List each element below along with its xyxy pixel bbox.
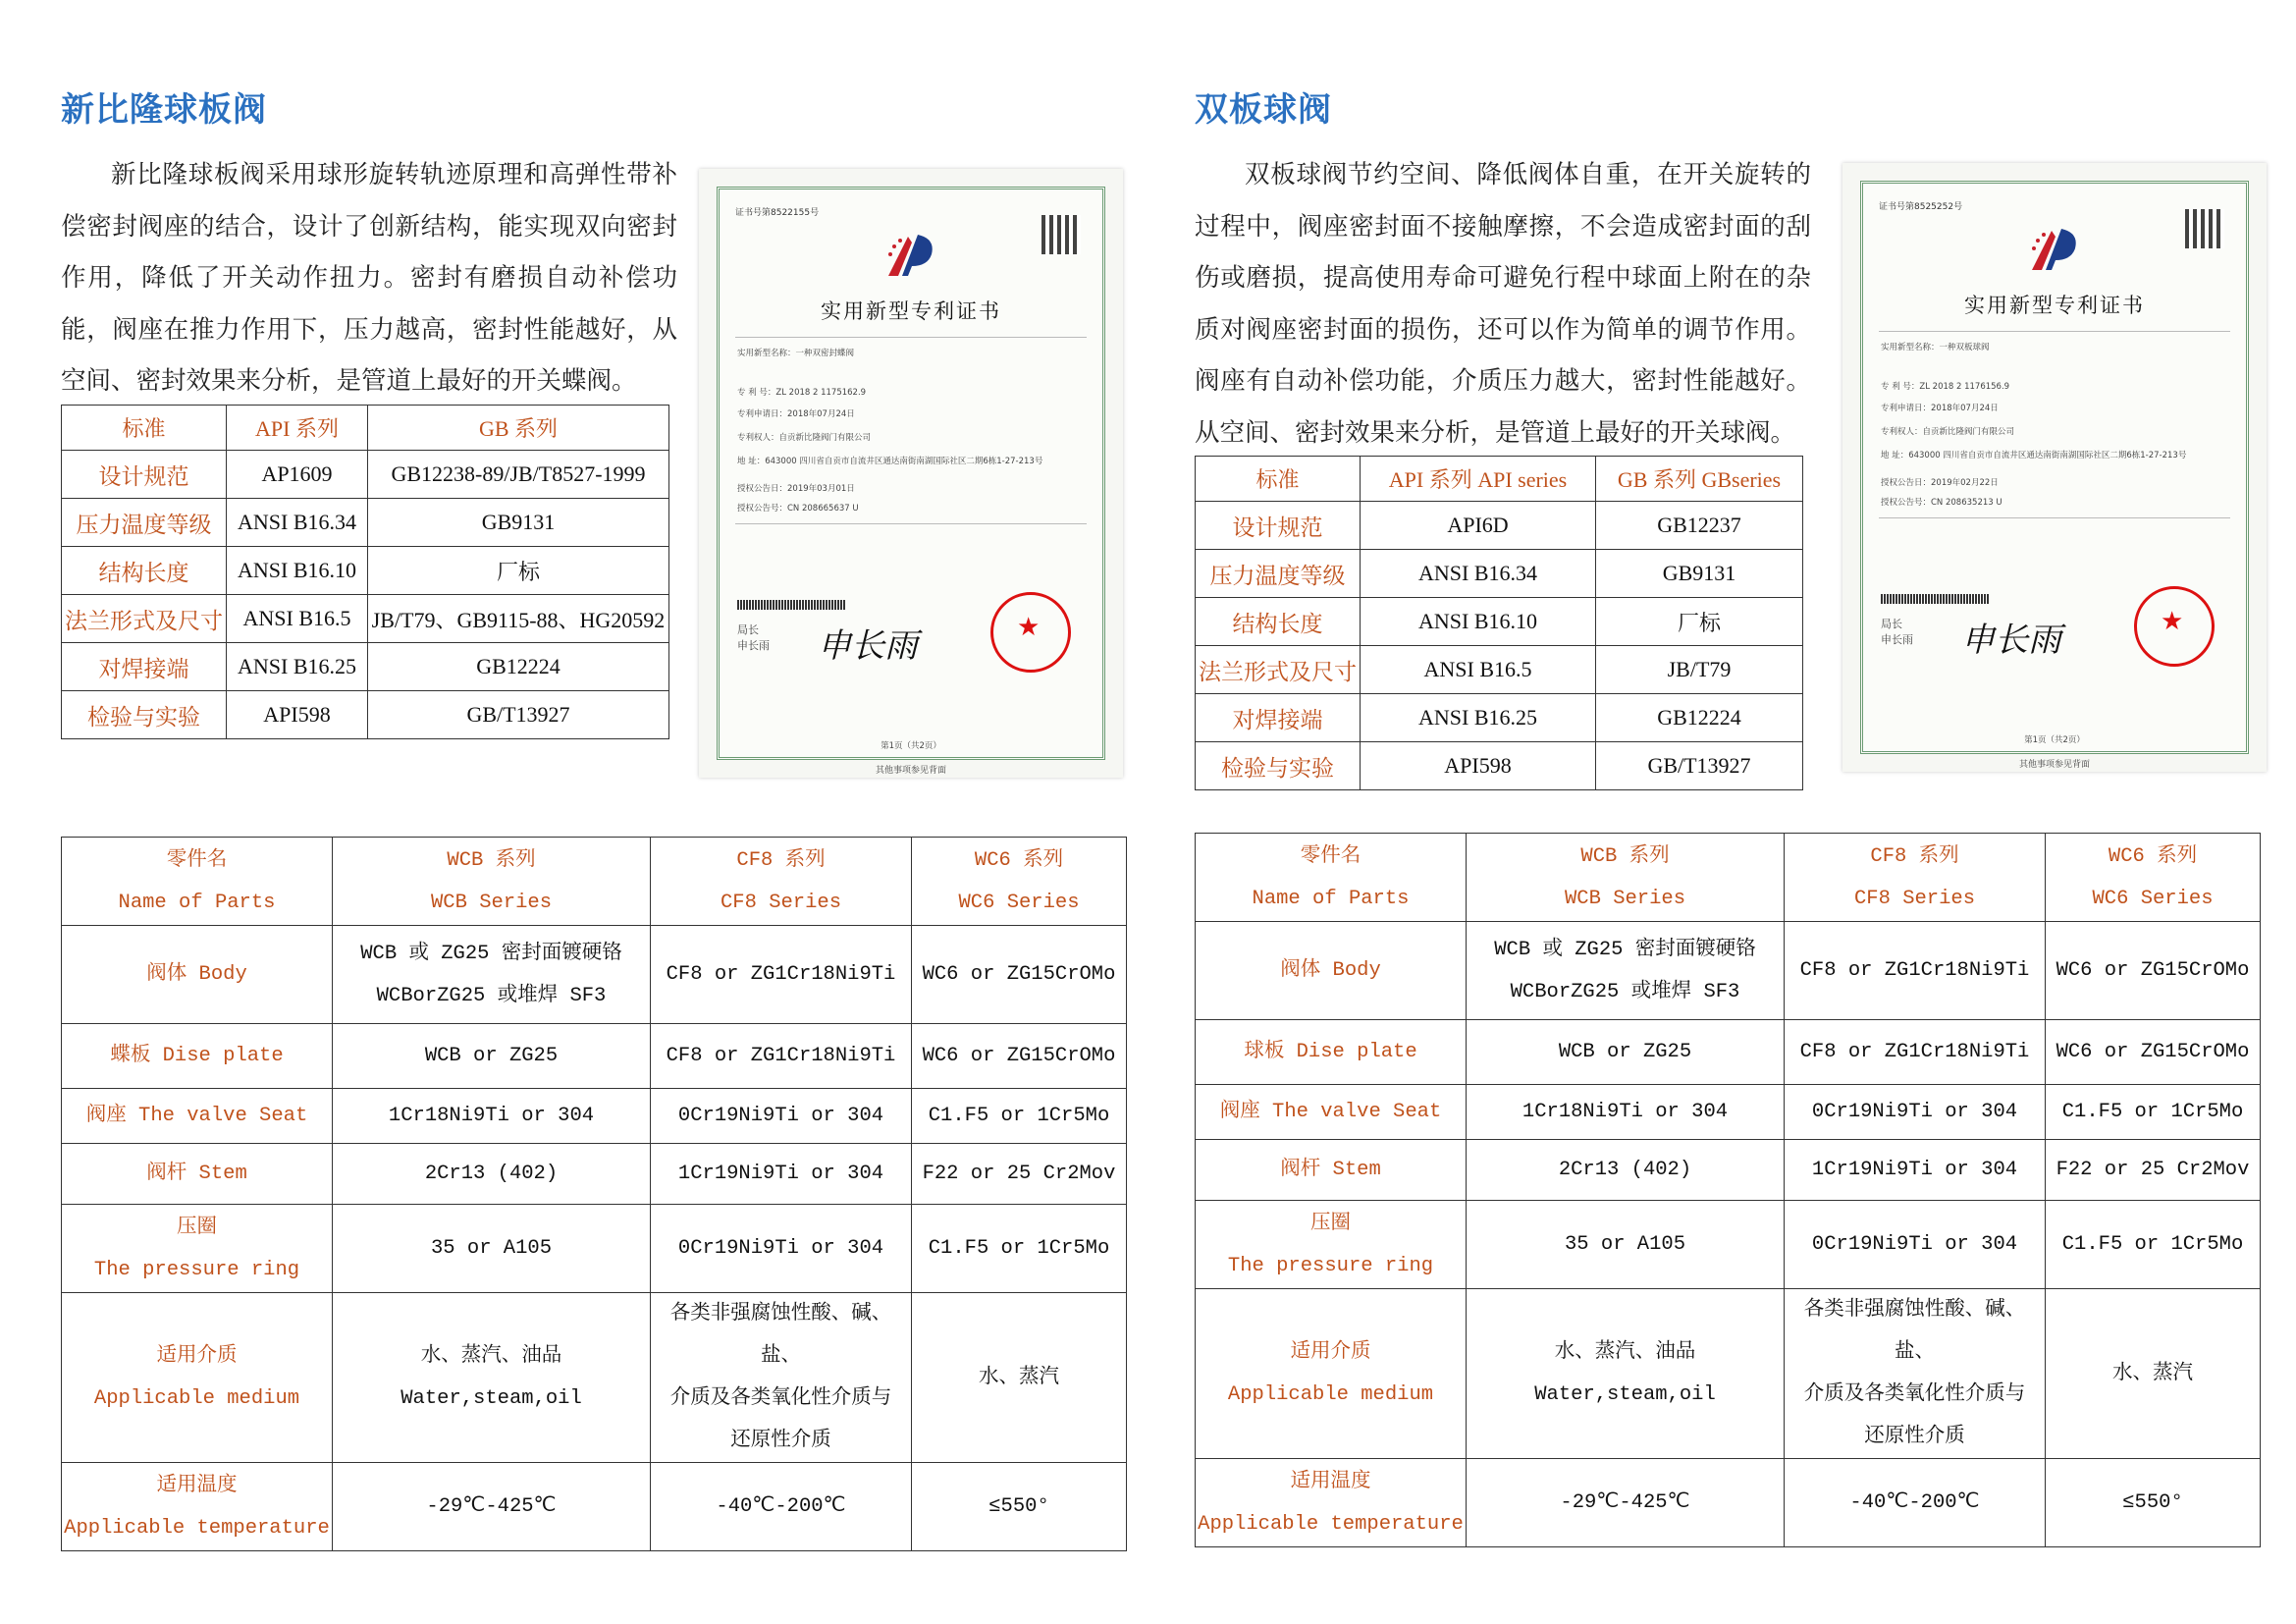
cell-line: 1Cr18Ni9Ti or 304	[1522, 1101, 1729, 1123]
material-cell	[333, 1293, 651, 1463]
patent-holder: 专利权人：自贡新比隆阀门有限公司	[1881, 427, 2015, 437]
cell-line: 阀座 The valve Seat	[1219, 1101, 1442, 1123]
patent-certificate	[1842, 163, 2267, 772]
spec-category-cell: 设计规范	[62, 451, 227, 499]
header-line: WCB Series	[430, 891, 553, 914]
cell-line: -29℃-425℃	[426, 1495, 557, 1518]
cell-line: 介质及各类氧化性介质与	[669, 1387, 892, 1410]
material-cell	[1785, 1140, 2046, 1201]
cell-line: 适用介质	[156, 1345, 238, 1368]
material-cell	[2046, 1201, 2261, 1289]
cell-line: C1.F5 or 1Cr5Mo	[928, 1237, 1110, 1260]
header-line: 零件名	[166, 848, 228, 872]
material-cell	[1467, 1140, 1785, 1201]
material-row	[62, 1293, 1127, 1463]
material-cell	[1785, 922, 2046, 1020]
spec-category-cell: 对焊接端	[62, 643, 227, 691]
cell-line: 适用温度	[156, 1474, 238, 1497]
intro-text: 新比隆球板阀采用球形旋转轨迹原理和高弹性带补偿密封阀座的结合，设计了创新结构，能实现双向密封作用，降低了开关动作扭力。密封有磨损自动补偿功能，阀座在推力作用下，压力越高，密封性能越好，从空间、密封效果来分析，是管道上最好的开关蝶阀。	[61, 160, 677, 396]
spec-row	[1196, 598, 1803, 646]
certificate-frame	[1860, 181, 2249, 754]
page-footer: 第1页（共2页）	[2024, 735, 2085, 745]
cell-line: WCBorZG25 或堆焊 SF3	[1510, 980, 1740, 1003]
cell-line: -29℃-425℃	[1560, 1491, 1690, 1514]
cell-line: 适用温度	[1290, 1470, 1371, 1493]
standards-table	[1195, 456, 1803, 790]
cell-line: 1Cr18Ni9Ti or 304	[388, 1105, 595, 1127]
fine-rule	[1879, 331, 2230, 332]
material-cell	[912, 1205, 1127, 1293]
spec-value-cell: ANSI B16.5	[1361, 646, 1596, 694]
cell-line: Water,steam,oil	[1534, 1383, 1716, 1406]
cell-line: 阀体 Body	[1280, 959, 1381, 982]
barcode-icon	[1881, 594, 1989, 604]
cell-line: WC6 or ZG15CrOMo	[2056, 959, 2250, 982]
cell-line: 0Cr19Ni9Ti or 304	[677, 1105, 884, 1127]
spec-value-cell: API6D	[1361, 502, 1596, 550]
spec-category-cell: 检验与实验	[62, 691, 227, 739]
header-line: CF8 Series	[720, 891, 842, 914]
design-name: 实用新型名称：一种双板球阀	[1881, 343, 1990, 352]
material-cell	[333, 1463, 651, 1551]
director-name: 申长雨	[737, 639, 770, 652]
material-header-cell	[2046, 834, 2261, 922]
spec-value-cell: 厂标	[1596, 598, 1803, 646]
material-cell	[2046, 922, 2261, 1020]
material-header-row	[62, 838, 1127, 926]
spec-header-cell: 标准	[62, 406, 227, 451]
cell-line: 压圈	[177, 1216, 217, 1239]
header-line: CF8 系列	[736, 848, 826, 872]
material-cell	[1785, 1459, 2046, 1547]
material-row	[1196, 922, 2261, 1020]
cell-line: 还原性介质	[730, 1430, 831, 1452]
material-cell	[2046, 1020, 2261, 1085]
spec-row	[1196, 550, 1803, 598]
director-label: 局长	[1881, 618, 1902, 630]
cell-line: 1Cr19Ni9Ti or 304	[1811, 1159, 2018, 1181]
official-seal-icon	[990, 592, 1071, 673]
qr-code-icon	[1041, 215, 1081, 254]
header-line: WCB 系列	[1580, 844, 1670, 868]
material-cell	[651, 926, 912, 1024]
spec-value-cell: JB/T79	[1596, 646, 1803, 694]
spec-header-cell: API 系列 API series	[1361, 457, 1596, 502]
spec-value-cell: GB/T13927	[1596, 742, 1803, 790]
spec-value-cell: GB12237	[1596, 502, 1803, 550]
spec-category-cell: 法兰形式及尺寸	[62, 595, 227, 643]
spec-row	[62, 547, 669, 595]
header-line: Name of Parts	[118, 891, 276, 914]
material-cell	[2046, 1140, 2261, 1201]
cell-line: ≤550°	[2122, 1491, 2183, 1514]
fine-rule	[1879, 517, 2230, 518]
cell-line: C1.F5 or 1Cr5Mo	[2061, 1233, 2244, 1256]
spec-category-cell: 结构长度	[1196, 598, 1361, 646]
material-row	[1196, 1201, 2261, 1289]
spec-header-row	[1196, 457, 1803, 502]
director-signature: 申长雨	[818, 626, 918, 666]
material-cell	[912, 1293, 1127, 1463]
cell-line: WCBorZG25 或堆焊 SF3	[376, 984, 607, 1007]
material-cell	[1785, 1085, 2046, 1140]
material-cell	[1785, 1201, 2046, 1289]
cell-line: 35 or A105	[430, 1237, 553, 1260]
header-line: WCB Series	[1564, 887, 1686, 910]
cell-line: 水、蒸汽	[979, 1366, 1059, 1389]
material-row	[62, 1089, 1127, 1144]
part-name-cell	[1196, 1289, 1467, 1459]
part-name-cell	[62, 1205, 333, 1293]
material-cell	[651, 1144, 912, 1205]
material-row	[1196, 1140, 2261, 1201]
spec-value-cell: GB9131	[368, 499, 669, 547]
spec-category-cell: 结构长度	[62, 547, 227, 595]
material-cell	[333, 926, 651, 1024]
spec-value-cell: ANSI B16.34	[227, 499, 368, 547]
material-cell	[651, 1024, 912, 1089]
certificate-number: 证书号第8522155号	[735, 208, 820, 218]
cell-line: 压圈	[1310, 1212, 1351, 1235]
part-name-cell	[1196, 1459, 1467, 1547]
spec-row	[62, 643, 669, 691]
part-name-cell	[1196, 1085, 1467, 1140]
material-cell	[1785, 1020, 2046, 1085]
certificate-title: 实用新型专利证书	[821, 299, 1001, 323]
cell-line: CF8 or ZG1Cr18Ni9Ti	[666, 1045, 896, 1067]
spec-value-cell: GB12224	[1596, 694, 1803, 742]
spec-value-cell: JB/T79、GB9115-88、HG20592	[368, 595, 669, 643]
section-title: 双板球阀	[1195, 90, 1332, 130]
header-line: Name of Parts	[1252, 887, 1410, 910]
header-line: WC6 Series	[958, 891, 1080, 914]
spec-value-cell: ANSI B16.25	[1361, 694, 1596, 742]
page-footer: 第1页（共2页）	[881, 741, 941, 751]
material-row	[1196, 1289, 2261, 1459]
material-cell	[1467, 1020, 1785, 1085]
cell-line: -40℃-200℃	[1849, 1491, 1980, 1514]
spec-category-cell: 设计规范	[1196, 502, 1361, 550]
cell-line: 阀座 The valve Seat	[85, 1105, 308, 1127]
header-line: WC6 系列	[974, 848, 1064, 872]
spec-value-cell: ANSI B16.10	[1361, 598, 1596, 646]
director-name: 申长雨	[1881, 633, 1913, 646]
cell-line: 球板 Dise plate	[1244, 1041, 1417, 1063]
spec-row	[62, 499, 669, 547]
material-cell	[333, 1089, 651, 1144]
material-header-cell	[912, 838, 1127, 926]
barcode-icon	[737, 600, 845, 610]
spec-category-cell: 检验与实验	[1196, 742, 1361, 790]
header-line: WC6 Series	[2092, 887, 2214, 910]
spec-category-cell: 压力温度等级	[62, 499, 227, 547]
patent-number: 专 利 号：ZL 2018 2 1175162.9	[737, 388, 867, 398]
cell-line: Water,steam,oil	[400, 1387, 582, 1410]
cell-line: CF8 or ZG1Cr18Ni9Ti	[1799, 959, 2030, 982]
material-cell	[2046, 1289, 2261, 1459]
material-cell	[912, 1024, 1127, 1089]
part-name-cell	[1196, 922, 1467, 1020]
part-name-cell	[62, 1463, 333, 1551]
material-cell	[651, 1205, 912, 1293]
material-cell	[1467, 1289, 1785, 1459]
material-cell	[1467, 1459, 1785, 1547]
standards-table	[61, 405, 669, 739]
cell-line: WCB or ZG25	[424, 1045, 559, 1067]
material-cell	[1467, 922, 1785, 1020]
director-signature: 申长雨	[1961, 621, 2061, 660]
material-cell	[651, 1293, 912, 1463]
material-header-cell	[1785, 834, 2046, 922]
part-name-cell	[1196, 1140, 1467, 1201]
part-name-cell	[1196, 1201, 1467, 1289]
spec-row	[1196, 694, 1803, 742]
material-cell	[2046, 1085, 2261, 1140]
fine-rule	[735, 523, 1087, 524]
spec-value-cell: GB12238-89/JB/T8527-1999	[368, 451, 669, 499]
cell-line: WC6 or ZG15CrOMo	[2056, 1041, 2250, 1063]
qr-code-icon	[2185, 209, 2224, 248]
spec-value-cell: ANSI B16.34	[1361, 550, 1596, 598]
spec-header-cell: API 系列	[227, 406, 368, 451]
spec-row	[62, 691, 669, 739]
cell-line: 介质及各类氧化性介质与	[1803, 1383, 2026, 1406]
certificate-frame	[717, 187, 1105, 760]
official-seal-icon	[2134, 586, 2215, 667]
material-row	[62, 1144, 1127, 1205]
material-cell	[651, 1463, 912, 1551]
material-cell	[333, 1024, 651, 1089]
cell-line: F22 or 25 Cr2Mov	[922, 1163, 1116, 1185]
material-row	[62, 1463, 1127, 1551]
cell-line: 0Cr19Ni9Ti or 304	[1811, 1233, 2018, 1256]
spec-row	[62, 451, 669, 499]
spec-value-cell: ANSI B16.25	[227, 643, 368, 691]
material-row	[1196, 1085, 2261, 1140]
material-cell	[1785, 1289, 2046, 1459]
design-name: 实用新型名称：一种双密封蝶阀	[737, 349, 855, 358]
spec-value-cell: GB9131	[1596, 550, 1803, 598]
grant-date: 授权公告日：2019年03月01日	[737, 484, 855, 494]
cell-line: CF8 or ZG1Cr18Ni9Ti	[666, 963, 896, 986]
cell-line: 还原性介质	[1864, 1426, 1965, 1448]
section-title: 新比隆球板阀	[61, 90, 267, 130]
cell-line: CF8 or ZG1Cr18Ni9Ti	[1799, 1041, 2030, 1063]
cell-line: 水、蒸汽	[2112, 1362, 2193, 1385]
material-row	[62, 1205, 1127, 1293]
cell-line: 适用介质	[1290, 1341, 1371, 1364]
certificate-bottom-note: 其他事项参见背面	[875, 766, 946, 776]
director-label: 局长	[737, 623, 759, 636]
spec-value-cell: ANSI B16.10	[227, 547, 368, 595]
material-header-cell	[651, 838, 912, 926]
spec-value-cell: API598	[1361, 742, 1596, 790]
cell-line: 1Cr19Ni9Ti or 304	[677, 1163, 884, 1185]
part-name-cell	[1196, 1020, 1467, 1085]
cell-line: 2Cr13 (402)	[424, 1163, 559, 1185]
cell-line: WCB 或 ZG25 密封面镀硬铬	[1494, 938, 1756, 961]
material-cell	[1467, 1201, 1785, 1289]
material-header-cell	[1467, 834, 1785, 922]
material-header-cell	[62, 838, 333, 926]
cell-line: C1.F5 or 1Cr5Mo	[928, 1105, 1110, 1127]
materials-table	[1195, 833, 2261, 1547]
cell-line: 阀杆 Stem	[146, 1163, 247, 1185]
grant-date: 授权公告日：2019年02月22日	[1881, 478, 1999, 488]
cell-line: WC6 or ZG15CrOMo	[922, 1045, 1116, 1067]
cell-line: 0Cr19Ni9Ti or 304	[677, 1237, 884, 1260]
cell-line: C1.F5 or 1Cr5Mo	[2061, 1101, 2244, 1123]
cell-line: 阀体 Body	[146, 963, 247, 986]
cell-line: 水、蒸汽、油品	[420, 1345, 562, 1368]
header-line: WCB 系列	[447, 848, 536, 872]
materials-table	[61, 837, 1127, 1551]
certificate-title: 实用新型专利证书	[1964, 294, 2145, 317]
spec-category-cell: 对焊接端	[1196, 694, 1361, 742]
material-row	[1196, 1459, 2261, 1547]
cell-line: Applicable medium	[93, 1387, 300, 1410]
patent-number: 专 利 号：ZL 2018 2 1176156.9	[1881, 382, 2010, 392]
cell-line: Applicable medium	[1227, 1383, 1434, 1406]
header-line: WC6 系列	[2108, 844, 2198, 868]
certificate-bottom-note: 其他事项参见背面	[2018, 760, 2090, 770]
spec-category-cell: 法兰形式及尺寸	[1196, 646, 1361, 694]
spec-header-cell: GB 系列 GBseries	[1596, 457, 1803, 502]
filing-date: 专利申请日：2018年07月24日	[1881, 404, 1999, 413]
material-cell	[2046, 1459, 2261, 1547]
material-cell	[651, 1089, 912, 1144]
cell-line: 阀杆 Stem	[1280, 1159, 1381, 1181]
material-row	[1196, 1020, 2261, 1085]
spec-header-row	[62, 406, 669, 451]
material-header-cell	[333, 838, 651, 926]
cell-line: WCB 或 ZG25 密封面镀硬铬	[360, 942, 622, 965]
cell-line: 0Cr19Ni9Ti or 304	[1811, 1101, 2018, 1123]
grant-number: 授权公告号：CN 208665637 U	[737, 504, 859, 514]
cell-line: WC6 or ZG15CrOMo	[922, 963, 1116, 986]
cell-line: 2Cr13 (402)	[1558, 1159, 1692, 1181]
material-cell	[912, 1089, 1127, 1144]
cell-line: 各类非强腐蚀性酸、碱、盐、	[1803, 1299, 2026, 1364]
part-name-cell	[62, 926, 333, 1024]
spec-row	[1196, 502, 1803, 550]
patent-certificate	[699, 169, 1123, 778]
spec-value-cell: GB/T13927	[368, 691, 669, 739]
material-header-cell	[1196, 834, 1467, 922]
cell-line: F22 or 25 Cr2Mov	[2056, 1159, 2250, 1181]
cell-line: 蝶板 Dise plate	[110, 1045, 284, 1067]
material-cell	[912, 1144, 1127, 1205]
cell-line: 35 or A105	[1564, 1233, 1686, 1256]
material-cell	[333, 1205, 651, 1293]
spec-row	[1196, 646, 1803, 694]
cell-line: The pressure ring	[1227, 1254, 1434, 1277]
patent-holder: 专利权人：自贡新比隆阀门有限公司	[737, 433, 872, 443]
material-row	[62, 1024, 1127, 1089]
material-row	[62, 926, 1127, 1024]
material-cell	[912, 926, 1127, 1024]
patent-office-emblem-icon	[2026, 223, 2089, 278]
grant-number: 授权公告号：CN 208635213 U	[1881, 498, 2002, 508]
filing-date: 专利申请日：2018年07月24日	[737, 409, 855, 419]
cell-line: Applicable temperature	[64, 1516, 330, 1540]
spec-row	[62, 595, 669, 643]
part-name-cell	[62, 1089, 333, 1144]
cell-line: WCB or ZG25	[1558, 1041, 1692, 1063]
cell-line: The pressure ring	[93, 1258, 300, 1281]
holder-address: 地 址：643000 四川省自贡市自流井区通达南街南湖国际社区二期6栋1-27-213号	[737, 457, 1043, 466]
part-name-cell	[62, 1024, 333, 1089]
cell-line: ≤550°	[988, 1495, 1049, 1518]
material-cell	[1467, 1085, 1785, 1140]
spec-header-cell: 标准	[1196, 457, 1361, 502]
spec-row	[1196, 742, 1803, 790]
spec-value-cell: API598	[227, 691, 368, 739]
header-line: CF8 系列	[1870, 844, 1959, 868]
cell-line: 水、蒸汽、油品	[1554, 1341, 1696, 1364]
spec-value-cell: GB12224	[368, 643, 669, 691]
material-header-row	[1196, 834, 2261, 922]
part-name-cell	[62, 1144, 333, 1205]
spec-header-cell: GB 系列	[368, 406, 669, 451]
intro-text: 双板球阀节约空间、降低阀体自重，在开关旋转的过程中，阀座密封面不接触摩擦，不会造成密封面的刮伤或磨损，提高使用寿命可避免行程中球面上附在的杂质对阀座密封面的损伤，还可以作为简单的调节作用。阀座有自动补偿功能，介质压力越大，密封性能越好。从空间、密封效果来分析，是管道上最好的开关球阀。	[1195, 160, 1811, 448]
spec-value-cell: AP1609	[227, 451, 368, 499]
fine-rule	[735, 337, 1087, 338]
cell-line: Applicable temperature	[1198, 1512, 1464, 1536]
header-line: 零件名	[1300, 844, 1362, 868]
cell-line: 各类非强腐蚀性酸、碱、盐、	[669, 1303, 892, 1368]
patent-office-emblem-icon	[882, 229, 945, 284]
holder-address: 地 址：643000 四川省自贡市自流井区通达南街南湖国际社区二期6栋1-27-213号	[1881, 451, 2187, 460]
spec-value-cell: ANSI B16.5	[227, 595, 368, 643]
cell-line: -40℃-200℃	[716, 1495, 846, 1518]
spec-category-cell: 压力温度等级	[1196, 550, 1361, 598]
certificate-number: 证书号第8525252号	[1879, 202, 1963, 212]
part-name-cell	[62, 1293, 333, 1463]
spec-value-cell: 厂标	[368, 547, 669, 595]
material-cell	[333, 1144, 651, 1205]
header-line: CF8 Series	[1853, 887, 1976, 910]
material-cell	[912, 1463, 1127, 1551]
